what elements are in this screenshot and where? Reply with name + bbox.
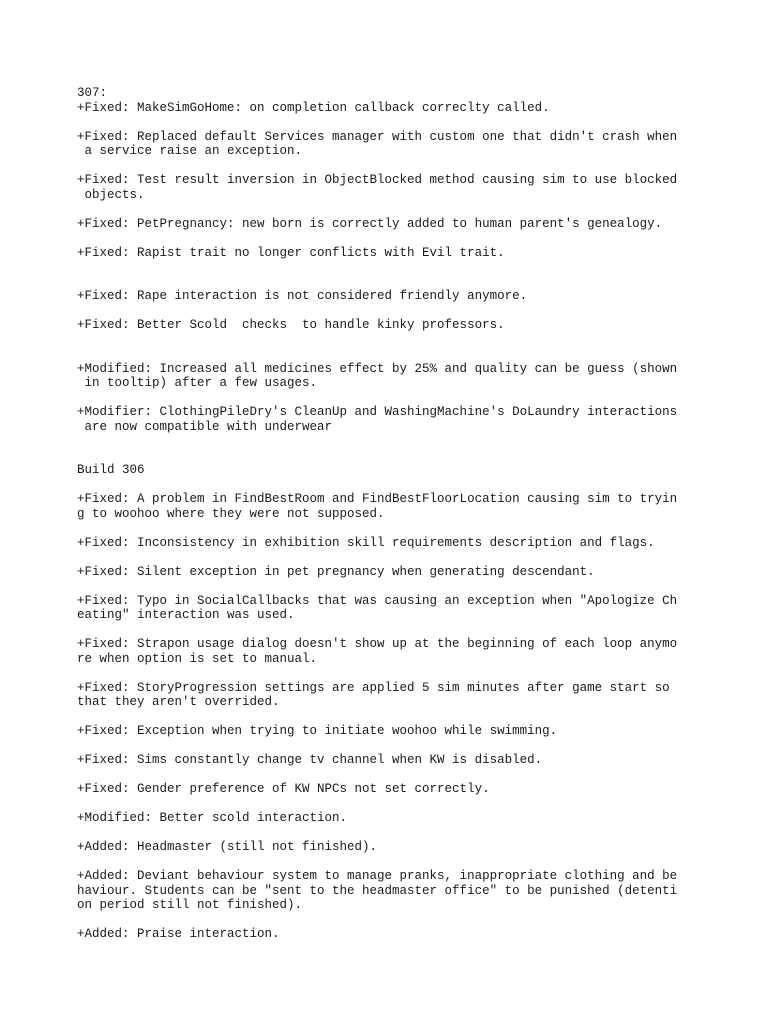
changelog-entry: +Modified: Increased all medicines effect by 25% and quality can be guess (shown <box>77 361 678 376</box>
changelog-entry: +Modifier: ClothingPileDry's CleanUp and WashingMachine's DoLaundry interactions <box>77 405 678 419</box>
changelog-entry: +Added: Praise interaction. <box>77 927 280 941</box>
changelog-entry: +Fixed: Strapon usage dialog doesn't show up at the beginning of each loop anymo <box>77 637 678 651</box>
changelog-entry-continuation: haviour. Students can be "sent to the headmaster office" to be punished (detenti <box>77 883 678 898</box>
changelog-entry: +Fixed: StoryProgression settings are applied 5 sim minutes after game start so <box>77 680 670 695</box>
changelog-entry-continuation: a service raise an exception. <box>77 144 303 158</box>
changelog-entry: +Fixed: Exception when trying to initiate woohoo while swimming. <box>77 724 558 738</box>
changelog-entry-continuation: in tooltip) after a few usages. <box>77 376 318 390</box>
changelog-entry-continuation: are now compatible with underwear <box>77 419 333 434</box>
changelog-entry: +Added: Headmaster (still not finished). <box>77 840 378 854</box>
changelog-entry: +Fixed: Sims constantly change tv channel when KW is disabled. <box>77 753 543 767</box>
changelog-entry: +Added: Deviant behaviour system to manage pranks, inappropriate clothing and be <box>77 869 678 883</box>
changelog-entry-continuation: eating" interaction was used. <box>77 608 295 622</box>
changelog-entry-continuation: g to woohoo where they were not supposed. <box>77 506 385 521</box>
changelog-entry-continuation: re when option is set to manual. <box>77 651 318 666</box>
changelog-entry: +Fixed: Inconsistency in exhibition skill requirements description and flags. <box>77 535 655 550</box>
changelog-entry: +Fixed: Rapist trait no longer conflicts with Evil trait. <box>77 245 505 260</box>
changelog-entry: +Modified: Better scold interaction. <box>77 811 348 825</box>
changelog-entry: +Fixed: Silent exception in pet pregnancy when generating descendant. <box>77 564 595 579</box>
changelog-entry: +Fixed: A problem in FindBestRoom and FindBestFloorLocation causing sim to tryin <box>77 492 678 506</box>
changelog-entry: +Fixed: Gender preference of KW NPCs not set correctly. <box>77 782 490 796</box>
changelog-document <box>77 86 697 942</box>
changelog-entry-continuation: objects. <box>77 187 145 202</box>
version-heading-307: 307: <box>77 86 108 100</box>
changelog-entry-continuation: that they aren't overrided. <box>77 695 280 709</box>
version-heading-306: Build 306 <box>77 463 145 477</box>
changelog-entry: +Fixed: Typo in SocialCallbacks that was causing an exception when "Apologize Ch <box>77 593 678 608</box>
changelog-entry-continuation: on period still not finished). <box>77 898 303 912</box>
changelog-entry: +Fixed: Test result inversion in ObjectBlocked method causing sim to use blocked <box>77 173 678 187</box>
changelog-entry: +Fixed: Rape interaction is not considered friendly anymore. <box>77 289 528 303</box>
changelog-entry: +Fixed: Replaced default Services manager with custom one that didn't crash when <box>77 129 678 144</box>
changelog-entry: +Fixed: Better Scold checks to handle kinky professors. <box>77 318 505 332</box>
changelog-entry: +Fixed: PetPregnancy: new born is correctly added to human parent's genealogy. <box>77 216 663 231</box>
changelog-entry: +Fixed: MakeSimGoHome: on completion callback correclty called. <box>77 100 550 115</box>
